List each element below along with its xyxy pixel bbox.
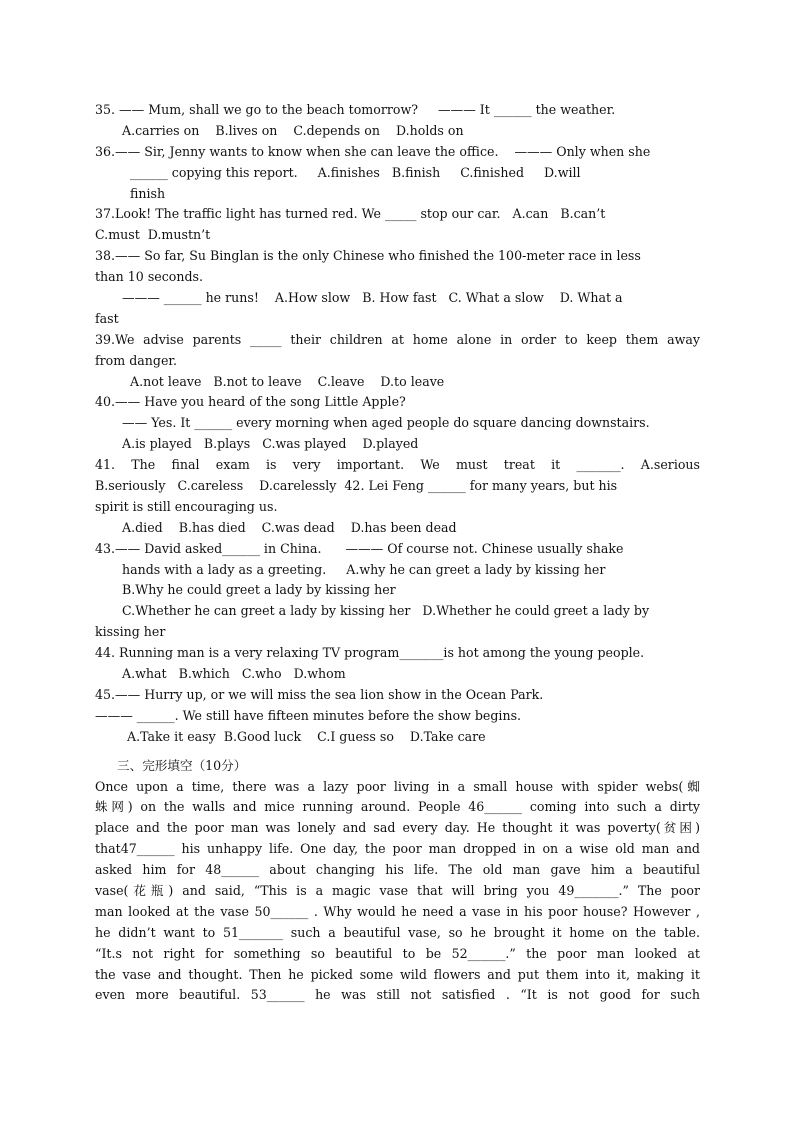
question-line: 38.—— So far, Su Binglan is the only Chinese who finished the 100-meter race in less — [95, 248, 641, 264]
question-line: A.died B.has died C.was dead D.has been dead — [122, 519, 457, 535]
section-title: 三、完形填空（10分） — [117, 757, 247, 773]
question-line: 36.—— Sir, Jenny wants to know when she can leave the office. ——— Only when she — [95, 143, 651, 159]
question-line: C.must D.mustn’t — [95, 227, 211, 243]
question-line: B.seriously C.careless D.carelessly 42. Lei Feng ______ for many years, but his — [95, 478, 618, 494]
question-line: 41. The final exam is very important. We must treat it _______. A.serious — [95, 457, 700, 473]
cloze-passage — [95, 777, 700, 1007]
passage-line: Once upon a time, there was a lazy poor living in a small house with spider webs(蜘 — [95, 778, 700, 794]
passage-line: he didn’t want to 51_______ such a beautiful vase, so he brought it home on the table. — [95, 924, 700, 940]
question-line: from danger. — [95, 352, 178, 368]
question-line: 43.—— David asked______ in China. ——— Of course not. Chinese usually shake — [95, 540, 624, 556]
question-line: A.is played B.plays C.was played D.played — [122, 436, 419, 452]
passage-line: man looked at the vase 50______ . Why would he need a vase in his poor house? However , — [95, 903, 700, 919]
question-line: than 10 seconds. — [95, 269, 204, 285]
question-line: ——— ______. We still have fifteen minutes before the show begins. — [95, 707, 522, 723]
question-line: ______ copying this report. A.finishes B.finish C.finished D.will — [130, 164, 581, 180]
question-line: C.Whether he can greet a lady by kissing her D.Whether he could greet a lady by — [122, 603, 650, 619]
question-line: kissing her — [95, 624, 166, 640]
question-line: ——— ______ he runs! A.How slow B. How fast C. What a slow D. What a — [122, 290, 623, 306]
passage-line: that47______ his unhappy life. One day, the poor man dropped in on a wise old man and — [95, 841, 700, 857]
passage-line: vase(花瓶) and said, “This is a magic vase that will bring you 49_______.” The poor — [95, 882, 700, 898]
question-line: 37.Look! The traffic light has turned red. We _____ stop our car. A.can B.can’t — [95, 206, 606, 222]
question-line: fast — [95, 310, 119, 326]
question-line: finish — [130, 185, 166, 201]
question-line: 35. —— Mum, shall we go to the beach tomorrow? ——— It ______ the weather. — [95, 102, 616, 117]
question-line: A.Take it easy B.Good luck C.I guess so D.Take care — [127, 728, 486, 744]
question-line: B.Why he could greet a lady by kissing her — [122, 582, 396, 598]
passage-line: “It.s not right for something so beautiful to be 52______.” the poor man looked at — [95, 945, 700, 961]
document-page — [95, 100, 700, 1006]
passage-line: place and the poor man was lonely and sad every day. He thought it was poverty(贫困) — [95, 820, 700, 836]
question-line: 39.We advise parents _____ their children at home alone in order to keep them away — [95, 331, 700, 347]
multiple-choice-section — [95, 100, 700, 748]
question-line: 45.—— Hurry up, or we will miss the sea lion show in the Ocean Park. — [95, 686, 544, 702]
question-line: A.not leave B.not to leave C.leave D.to leave — [130, 373, 445, 389]
question-line: hands with a lady as a greeting. A.why he can greet a lady by kissing her — [122, 561, 606, 577]
question-line: 44. Running man is a very relaxing TV program_______is hot among the young people. — [95, 645, 645, 661]
question-line: spirit is still encouraging us. — [95, 498, 278, 514]
passage-line: asked him for 48______ about changing his life. The old man gave him a beautiful — [95, 862, 700, 878]
passage-line: 蛛网) on the walls and mice running around. People 46______ coming into such a dirty — [95, 799, 700, 815]
question-line: 40.—— Have you heard of the song Little Apple? — [95, 394, 406, 410]
question-line: A.what B.which C.who D.whom — [122, 666, 346, 682]
passage-line: the vase and thought. Then he picked some wild flowers and put them into it, making it — [95, 966, 700, 982]
question-line: A.carries on B.lives on C.depends on D.holds on — [122, 122, 464, 138]
passage-line: even more beautiful. 53______ he was still not satisfied . “It is not good for such — [95, 987, 700, 1003]
question-line: —— Yes. It ______ every morning when aged people do square dancing downstairs. — [122, 415, 650, 431]
